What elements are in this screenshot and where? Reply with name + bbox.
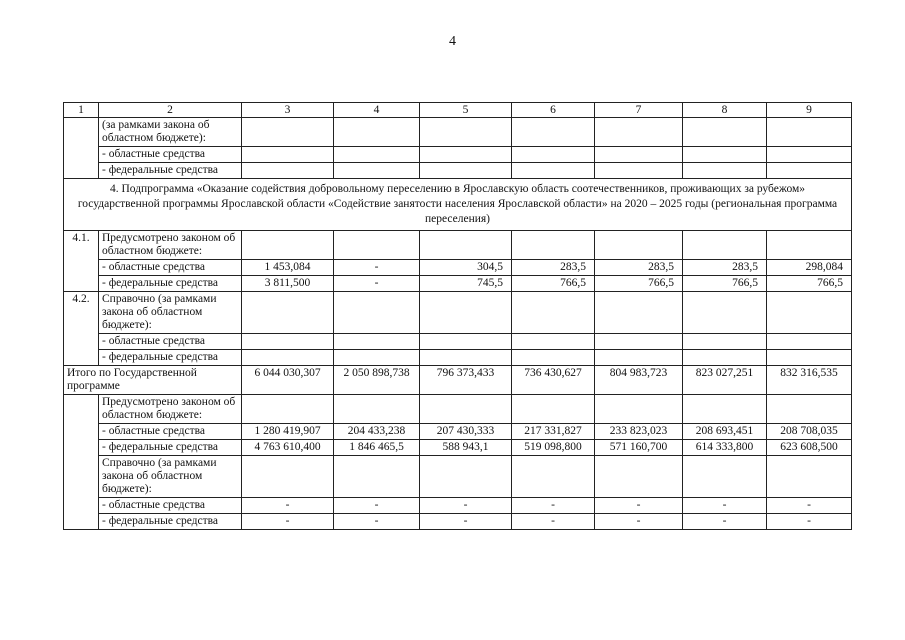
value-cell: 804 983,723 [595,366,683,395]
table-row [64,424,852,440]
value-cell: - [334,498,420,514]
header-cell: 9 [767,103,852,118]
table-row [64,498,852,514]
value-cell: 208 708,035 [767,424,852,440]
value-cell: 766,5 [767,276,852,292]
value-cell: - [334,276,420,292]
table-row [64,163,852,179]
value-cell: 614 333,800 [683,440,767,456]
table-row [64,395,852,424]
row-label: - областные средства [99,147,242,163]
budget-table [63,102,852,530]
header-cell: 7 [595,103,683,118]
row-label: (за рамками закона об областном бюджете): [99,118,242,147]
total-row [64,366,852,395]
row-label: - федеральные средства [99,163,242,179]
header-cell: 6 [512,103,595,118]
row-label: Предусмотрено законом об областном бюджете: [99,231,242,260]
value-cell: - [512,514,595,530]
value-cell: 1 846 465,5 [334,440,420,456]
header-cell: 3 [242,103,334,118]
value-cell: 745,5 [420,276,512,292]
value-cell: - [683,498,767,514]
row-number: 4.1. [64,231,99,292]
value-cell: 6 044 030,307 [242,366,334,395]
value-cell: 766,5 [595,276,683,292]
value-cell: 832 316,535 [767,366,852,395]
total-label: Итого по Государственной программе [64,366,242,395]
value-cell: - [242,498,334,514]
value-cell: 283,5 [595,260,683,276]
value-cell: 3 811,500 [242,276,334,292]
value-cell: - [334,514,420,530]
value-cell: 217 331,827 [512,424,595,440]
table-row [64,292,852,334]
table-row [64,118,852,147]
value-cell: - [595,514,683,530]
value-cell: - [334,260,420,276]
value-cell: 766,5 [512,276,595,292]
value-cell: 208 693,451 [683,424,767,440]
row-label: - федеральные средства [99,440,242,456]
value-cell: 2 050 898,738 [334,366,420,395]
row-label: - областные средства [99,424,242,440]
header-row [64,103,852,118]
header-cell: 2 [99,103,242,118]
value-cell: 1 453,084 [242,260,334,276]
value-cell: - [242,514,334,530]
value-cell: - [595,498,683,514]
value-cell: 736 430,627 [512,366,595,395]
value-cell: 233 823,023 [595,424,683,440]
table-row [64,350,852,366]
value-cell: 283,5 [512,260,595,276]
value-cell: 588 943,1 [420,440,512,456]
value-cell: 283,5 [683,260,767,276]
value-cell: 204 433,238 [334,424,420,440]
value-cell: - [420,498,512,514]
value-cell: 623 608,500 [767,440,852,456]
header-cell: 1 [64,103,99,118]
value-cell: - [683,514,767,530]
value-cell: 519 098,800 [512,440,595,456]
value-cell: 298,084 [767,260,852,276]
value-cell: 823 027,251 [683,366,767,395]
row-number: 4.2. [64,292,99,366]
row-label: - федеральные средства [99,276,242,292]
value-cell: - [767,498,852,514]
row-label: Справочно (за рамками закона об областном бюджете): [99,292,242,334]
num-cell [64,118,99,179]
row-label: - федеральные средства [99,514,242,530]
table-row [64,456,852,498]
value-cell: 4 763 610,400 [242,440,334,456]
row-label: - областные средства [99,498,242,514]
section-title: 4. Подпрограмма «Оказание содействия добровольному переселению в Ярославскую область соотечественников, проживающих за рубежом» государственной программы Ярославской области «Содействие занятости населения Ярославской области» на 2020 – 2025 годы (региональная программа переселения) [64,179,852,231]
table-row [64,276,852,292]
header-cell: 8 [683,103,767,118]
table-row [64,514,852,530]
value-cell: 1 280 419,907 [242,424,334,440]
page-number: 4 [449,34,456,49]
value-cell: - [420,514,512,530]
value-cell: - [512,498,595,514]
num-cell [64,395,99,530]
row-label: Предусмотрено законом об областном бюджете: [99,395,242,424]
table-row [64,334,852,350]
table-row [64,231,852,260]
value-cell: 207 430,333 [420,424,512,440]
table-row [64,440,852,456]
row-label: Справочно (за рамками закона об областном бюджете): [99,456,242,498]
value-cell: 304,5 [420,260,512,276]
table-row [64,147,852,163]
header-cell: 5 [420,103,512,118]
row-label: - федеральные средства [99,350,242,366]
table-row [64,260,852,276]
value-cell: 796 373,433 [420,366,512,395]
value-cell: - [767,514,852,530]
row-label: - областные средства [99,334,242,350]
value-cell: 571 160,700 [595,440,683,456]
section-title-row [64,179,852,231]
header-cell: 4 [334,103,420,118]
value-cell: 766,5 [683,276,767,292]
row-label: - областные средства [99,260,242,276]
